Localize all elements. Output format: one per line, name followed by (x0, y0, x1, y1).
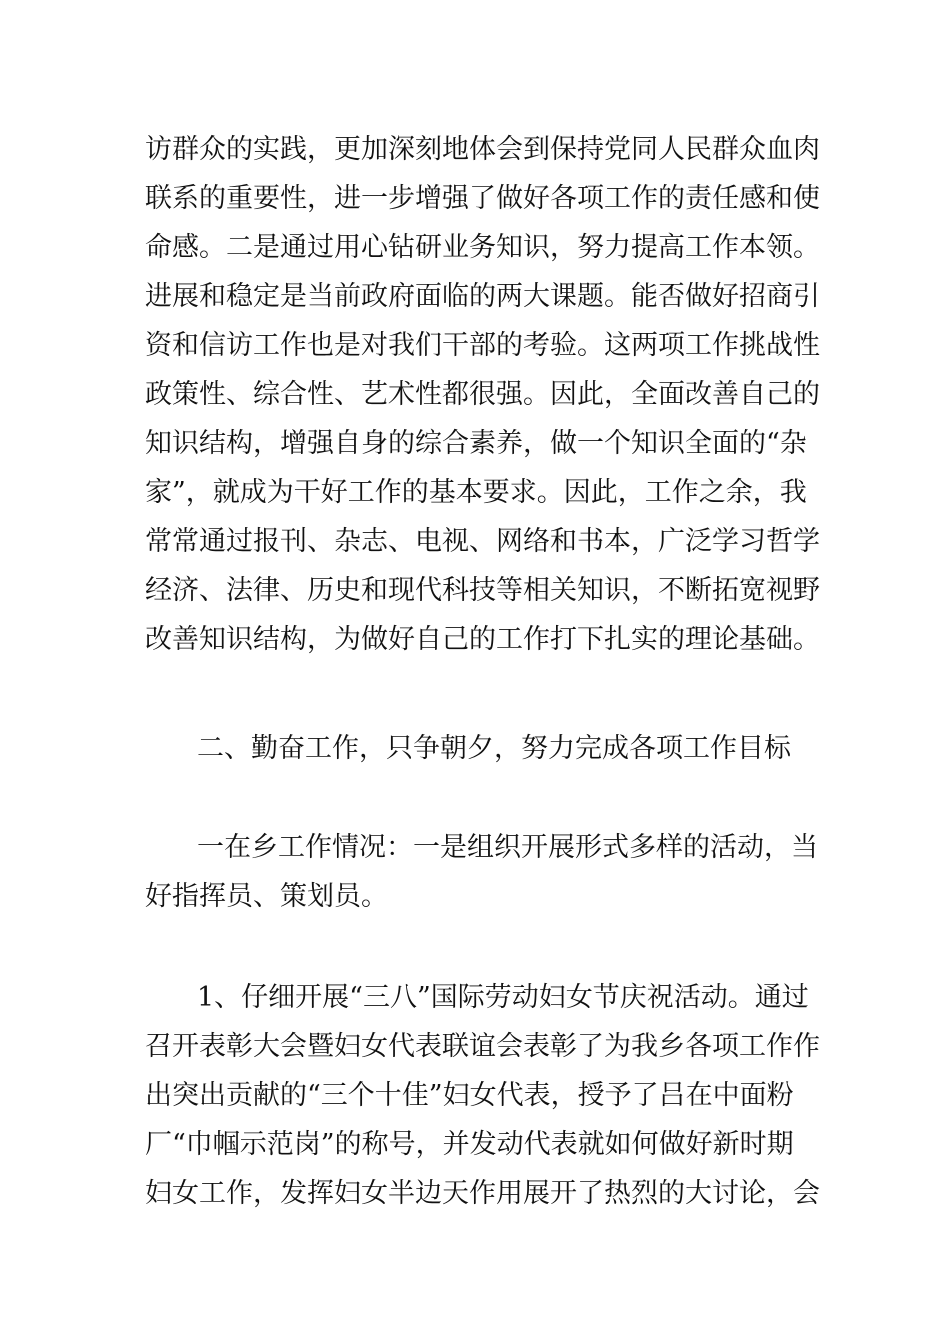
text-line: 命感。二是通过用心钻研业务知识，努力提高工作本领。 (145, 232, 820, 263)
text-line: 一在乡工作情况：一是组织开展形式多样的活动，当 (197, 832, 818, 863)
text-line: 好指挥员、策划员。 (145, 881, 388, 912)
heading-line: 二、勤奋工作，只争朝夕，努力完成各项工作目标 (197, 733, 791, 764)
text-line: 召开表彰大会暨妇女代表联谊会表彰了为我乡各项工作作 (145, 1031, 820, 1062)
text-line: 常常通过报刊、杂志、电视、网络和书本，广泛学习哲学 (145, 526, 820, 557)
text-line: 知识结构，增强自身的综合素养，做一个知识全面的“杂 (145, 428, 807, 459)
text-line: 政策性、综合性、艺术性都很强。因此，全面改善自己的 (145, 379, 820, 410)
text-line: 经济、法律、历史和现代科技等相关知识，不断拓宽视野 (145, 575, 820, 606)
text-line: 联系的重要性，进一步增强了做好各项工作的责任感和使 (145, 183, 820, 214)
text-line: 访群众的实践，更加深刻地体会到保持党同人民群众血肉 (145, 134, 820, 165)
text-line: 改善知识结构，为做好自己的工作打下扎实的理论基础。 (145, 624, 820, 655)
text-line: 妇女工作，发挥妇女半边天作用展开了热烈的大讨论，会 (145, 1178, 820, 1209)
text-line: 出突出贡献的“三个十佳”妇女代表，授予了吕在中面粉 (145, 1080, 794, 1111)
text-line: 进展和稳定是当前政府面临的两大课题。能否做好招商引 (145, 281, 820, 312)
text-line: 厂“巾帼示范岗”的称号，并发动代表就如何做好新时期 (145, 1129, 794, 1160)
text-line: 1、仔细开展“三八”国际劳动妇女节庆祝活动。通过 (197, 982, 809, 1013)
text-line: 家”，就成为干好工作的基本要求。因此，工作之余，我 (145, 477, 807, 508)
text-line: 资和信访工作也是对我们干部的考验。这两项工作挑战性 (145, 330, 820, 361)
